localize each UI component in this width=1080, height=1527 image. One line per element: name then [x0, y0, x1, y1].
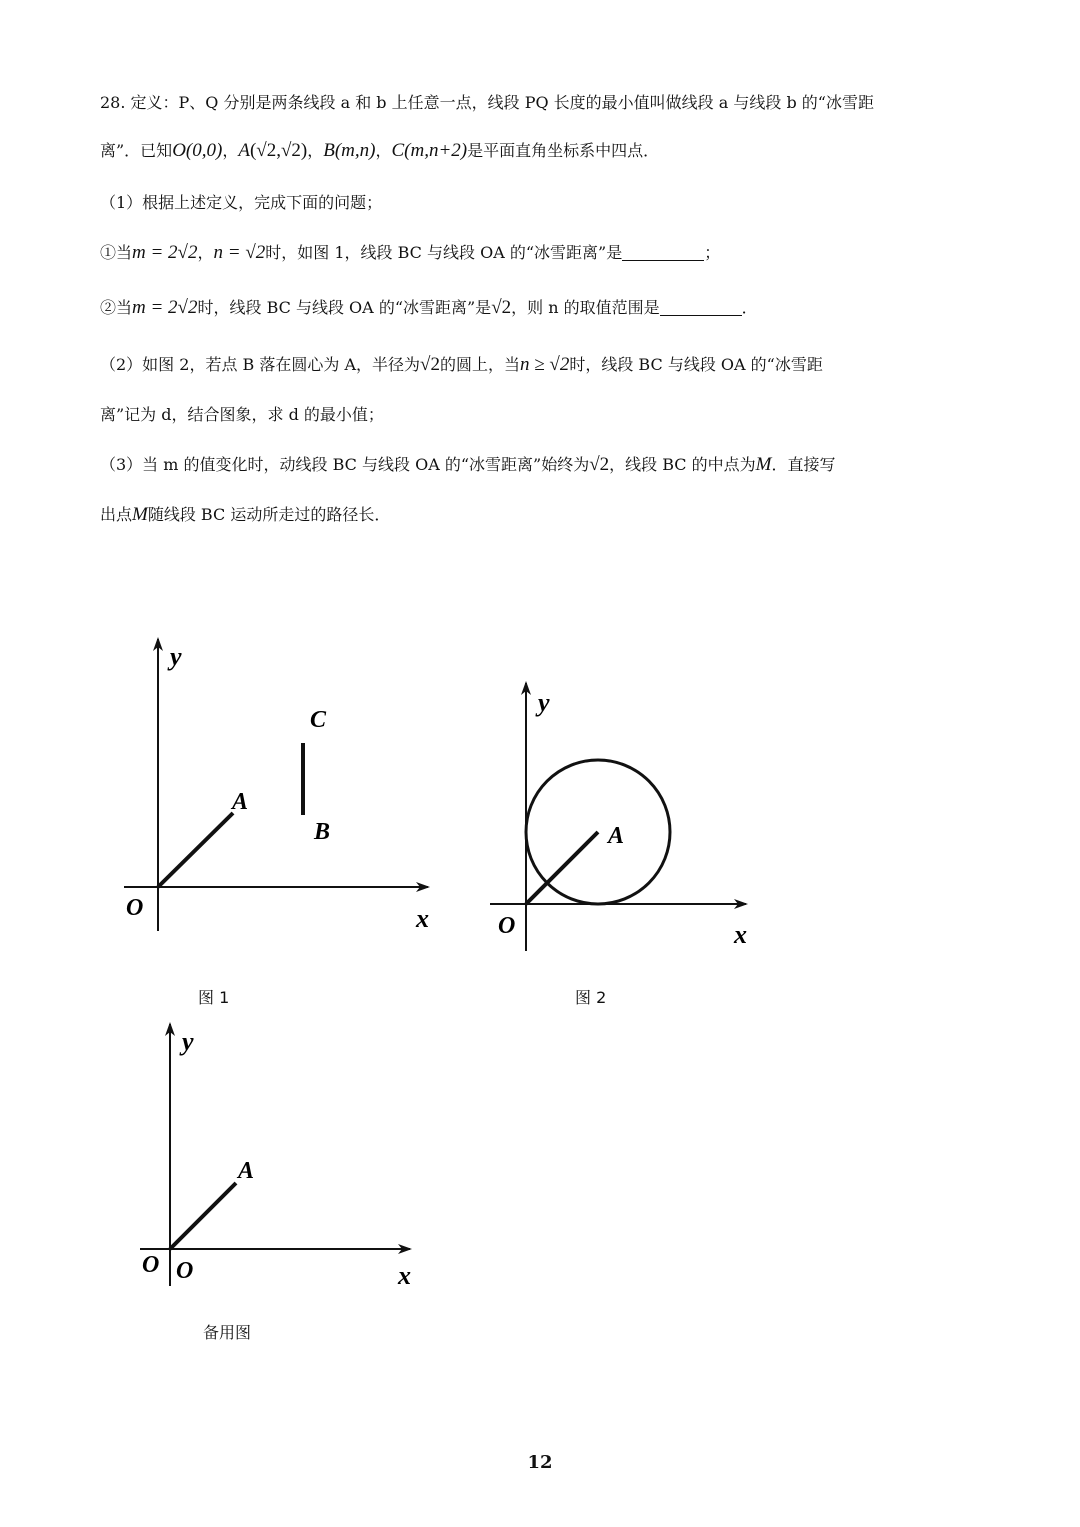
fig1-label-a: A [232, 789, 249, 815]
fig3-segment-oa [170, 1183, 236, 1249]
q1-text: 时，如图 1，线段 BC 与线段 OA 的“冰雪距离”是 [265, 243, 623, 262]
fig1-segment-oa [158, 813, 233, 887]
point-b: B(m,n) [323, 140, 376, 161]
fig1-label-c: C [310, 707, 327, 733]
part2-text-line2: 离”记为 d，结合图象，求 d 的最小值； [100, 405, 384, 424]
part3-text-c: ．直接写 [771, 455, 836, 474]
part2-condition: n ≥ √2 [519, 354, 570, 375]
point-a-label: A [238, 140, 250, 161]
q1-n-value: n = √2 [213, 242, 266, 263]
figure-spare-caption: 备用图 [203, 1323, 252, 1342]
part2-line-1 [100, 355, 980, 375]
fig1-label-b: B [314, 819, 331, 845]
fig2-label-o: O [498, 913, 516, 939]
q2-distance-value: √2 [491, 297, 512, 318]
part1-intro [100, 193, 980, 213]
page-number: 12 [527, 1452, 553, 1473]
point-o: O(0,0) [172, 140, 223, 161]
fig2-label-a: A [608, 823, 625, 849]
fig3-label-o-duplicate: O [176, 1258, 194, 1284]
part3-distance-value: √2 [589, 454, 610, 475]
q2-end: ． [741, 298, 758, 317]
part3-text-e: 随线段 BC 运动所走过的路径长． [147, 505, 391, 524]
figure-1-caption: 图 1 [198, 988, 230, 1007]
q2-text-2: ，则 n 的取值范围是 [511, 298, 660, 317]
q1-end: ； [704, 243, 721, 262]
part3-line-1 [100, 455, 980, 475]
part2-line-2 [100, 405, 980, 425]
figure-2-caption: 图 2 [575, 988, 607, 1007]
fig2-label-y: y [538, 688, 550, 717]
q2-answer-blank[interactable] [660, 299, 742, 316]
figure-2 [480, 675, 780, 955]
fig3-label-x: x [398, 1261, 411, 1290]
part2-text-a: （2）如图 2，若点 B 落在圆心为 A，半径为 [100, 355, 421, 374]
figure-spare [130, 1020, 430, 1300]
fig3-label-y: y [182, 1027, 194, 1056]
point-c: C(m,n+2) [391, 140, 468, 161]
question-1: ①当m = 2√2，n = √2时，如图 1，线段 BC 与线段 OA 的“冰雪距离”是 ； [100, 242, 721, 263]
q1-prefix: ①当 [100, 243, 133, 262]
point-a-coords: (√2,√2) [249, 140, 308, 161]
q2-prefix: ②当 [100, 298, 133, 317]
fig3-label-o: O [142, 1252, 160, 1278]
q2-text: 时，线段 BC 与线段 OA 的“冰雪距离”是 [197, 298, 492, 317]
fig1-label-y: y [170, 642, 182, 671]
figure-1 [110, 625, 450, 945]
part3-point-m-2: M [132, 504, 148, 525]
q2-m-value: m = 2√2 [132, 297, 198, 318]
q1-m-value: m = 2√2 [132, 242, 198, 263]
part3-text-b: ，线段 BC 的中点为 [609, 455, 756, 474]
text-known: 离”．已知 [100, 141, 173, 160]
question-2 [100, 298, 980, 318]
problem-line-2: 离”．已知O(0,0)，A(√2,√2)，B(m,n)，C(m,n+2)是平面直角坐标系中四点． [100, 140, 660, 161]
fig2-label-x: x [734, 920, 747, 949]
problem-line-1 [100, 93, 980, 113]
problem-definition: 28. 定义：P、Q 分别是两条线段 a 和 b 上任意一点，线段 PQ 长度的最小值叫做线段 a 与线段 b 的“冰雪距 [100, 93, 874, 112]
q1-answer-blank[interactable] [622, 244, 704, 261]
fig1-label-o: O [126, 895, 144, 921]
part1-intro-text: （1）根据上述定义，完成下面的问题； [100, 193, 383, 212]
part3-text-a: （3）当 m 的值变化时，动线段 BC 与线段 OA 的“冰雪距离”始终为 [100, 455, 590, 474]
part3-line-2 [100, 505, 980, 525]
part3-point-m: M [755, 454, 772, 475]
part2-text-c: 时，线段 BC 与线段 OA 的“冰雪距 [569, 355, 823, 374]
part2-radius: √2 [420, 354, 440, 375]
fig1-label-x: x [416, 904, 429, 933]
part2-text-b: 的圆上，当 [439, 355, 520, 374]
part3-text-d: 出点 [100, 505, 133, 524]
fig3-label-a: A [238, 1158, 255, 1184]
text-four-points: 是平面直角坐标系中四点． [467, 141, 660, 160]
